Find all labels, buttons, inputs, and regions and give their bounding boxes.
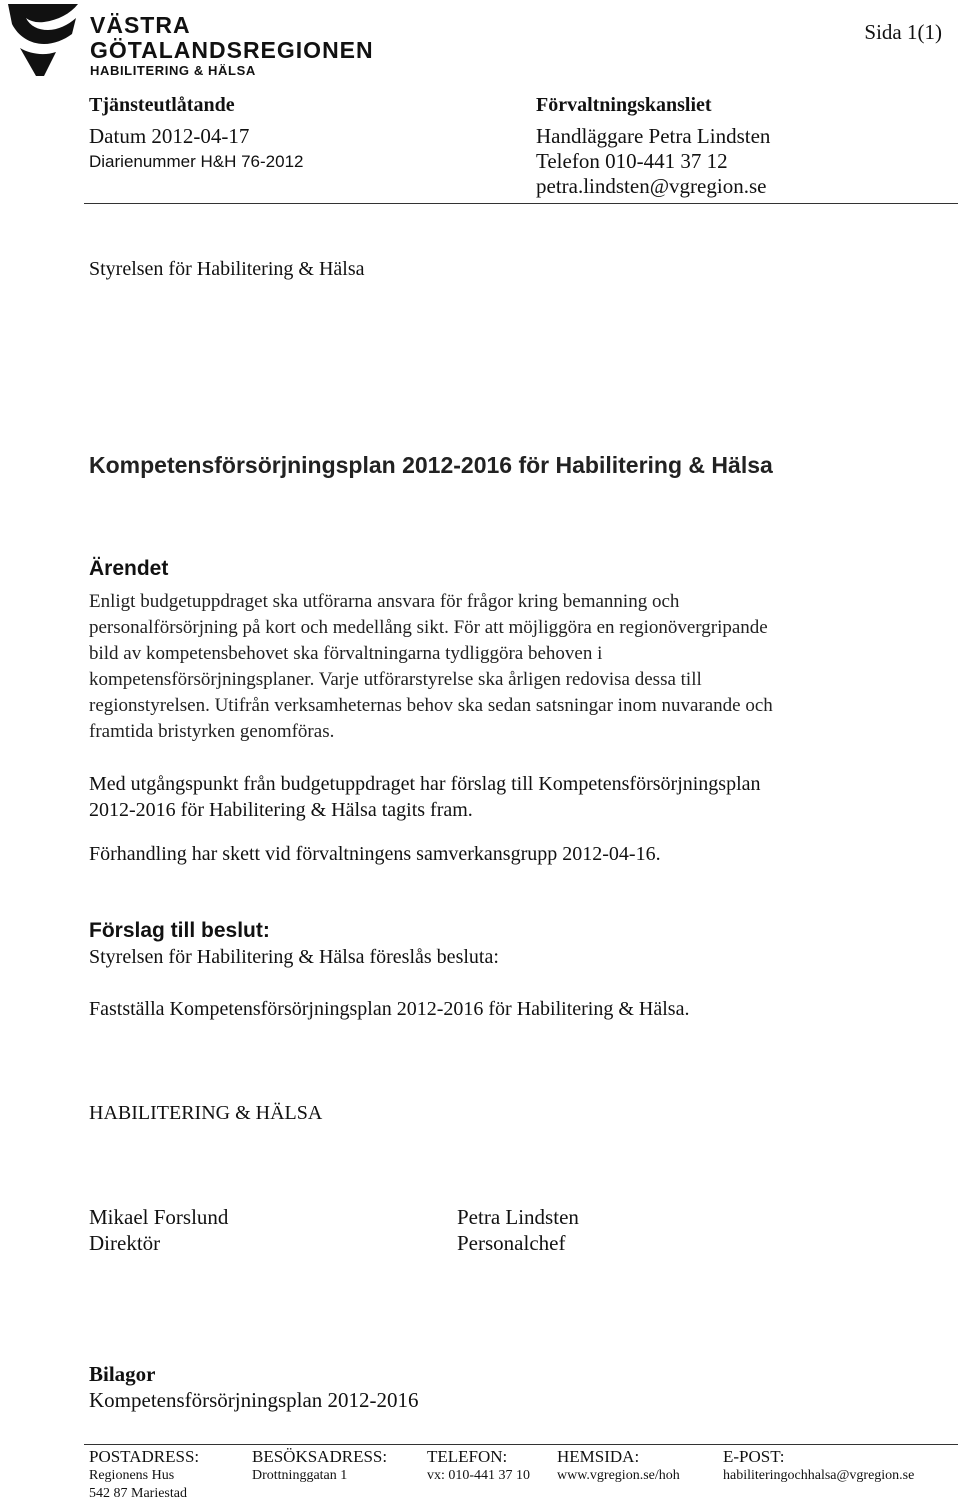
footer-postal-label: POSTADRESS: — [89, 1447, 200, 1466]
matter-heading: Ärendet — [89, 557, 169, 580]
attachments — [89, 1361, 419, 1413]
handler-email[interactable]: petra.lindsten@vgregion.se — [536, 174, 767, 198]
document-type: Tjänsteutlåtande — [89, 94, 235, 116]
attachment-item[interactable]: Kompetensförsörjningsplan 2012-2016 — [89, 1388, 419, 1412]
header-left-block — [89, 92, 303, 174]
footer-email-label: E-POST: — [723, 1447, 785, 1466]
footer-postal-line-1: Regionens Hus — [89, 1468, 175, 1483]
logo-line-1: VÄSTRA — [90, 12, 191, 38]
footer-web-label: HEMSIDA: — [557, 1447, 640, 1466]
department-name: Förvaltningskansliet — [536, 94, 712, 116]
organization-name: HABILITERING & HÄLSA — [89, 1102, 323, 1124]
signature-role: Direktör — [89, 1231, 161, 1255]
paragraph-background: Med utgångspunkt från budgetuppdraget har förslag till Kompetensförsörjningsplan 2012-2016 för Habilitering & Hälsa tagits fram. — [89, 773, 761, 821]
handler-name: Handläggare Petra Lindsten — [536, 124, 771, 148]
signature-role: Personalchef — [457, 1231, 566, 1255]
document-title: Kompetensförsörjningsplan 2012-2016 för Habilitering & Hälsa — [89, 452, 773, 478]
signature-name: Mikael Forslund — [89, 1205, 229, 1229]
attachments-heading: Bilagor — [89, 1362, 156, 1386]
footer-postal-address — [89, 1467, 187, 1503]
footer-email[interactable]: habiliteringochhalsa@vgregion.se — [723, 1468, 915, 1483]
signature-2 — [457, 1204, 579, 1256]
proposal-decision: Fastställa Kompetensförsörjningsplan 2012-2016 för Habilitering & Hälsa. — [89, 998, 690, 1020]
footer-phone-label: TELEFON: — [427, 1447, 508, 1466]
footer-visit-address: Drottninggatan 1 — [252, 1468, 348, 1483]
logo-line-3: HABILITERING & HÄLSA — [90, 63, 256, 78]
footer-divider — [84, 1444, 958, 1445]
signature-name: Petra Lindsten — [457, 1205, 579, 1229]
diary-number: Diarienummer H&H 76-2012 — [89, 152, 304, 171]
document-date: Datum 2012-04-17 — [89, 124, 250, 148]
handler-phone: Telefon 010-441 37 12 — [536, 149, 728, 173]
logo-line-2: GÖTALANDSREGIONEN — [90, 37, 374, 63]
proposal-heading: Förslag till beslut: — [89, 919, 270, 942]
header-right-block — [536, 92, 770, 199]
recipient: Styrelsen för Habilitering & Hälsa — [89, 258, 365, 280]
page-number: Sida 1(1) — [864, 20, 942, 44]
footer-postal-line-2: 542 87 Mariestad — [89, 1486, 187, 1501]
matter-body: Enligt budgetuppdraget ska utförarna ansvara för frågor kring bemanning och personalförsörjning på kort och medellång sikt. För att möjliggöra en regionövergripande bild av kompetensbehovet ska förvaltningarna tydliggöra behoven i kompetensförsörjningsplaner. Varje utförarstyrelse ska årligen redovisa dessa till regionstyrelsen. Utifrån verksamheternas behov ska sedan satsningar inom nuvarande och framtida bristyrken genomföras. — [89, 591, 773, 742]
footer-visit-label: BESÖKSADRESS: — [252, 1447, 388, 1466]
footer-phone: vx: 010-441 37 10 — [427, 1468, 531, 1483]
header-divider — [84, 203, 958, 204]
paragraph-negotiation: Förhandling har skett vid förvaltningens samverkansgrupp 2012-04-16. — [89, 843, 661, 865]
footer-website[interactable]: www.vgregion.se/hoh — [557, 1468, 680, 1483]
logo-wordmark — [90, 14, 374, 79]
signature-1 — [89, 1204, 228, 1256]
proposal-intro: Styrelsen för Habilitering & Hälsa föreslås besluta: — [89, 946, 499, 968]
